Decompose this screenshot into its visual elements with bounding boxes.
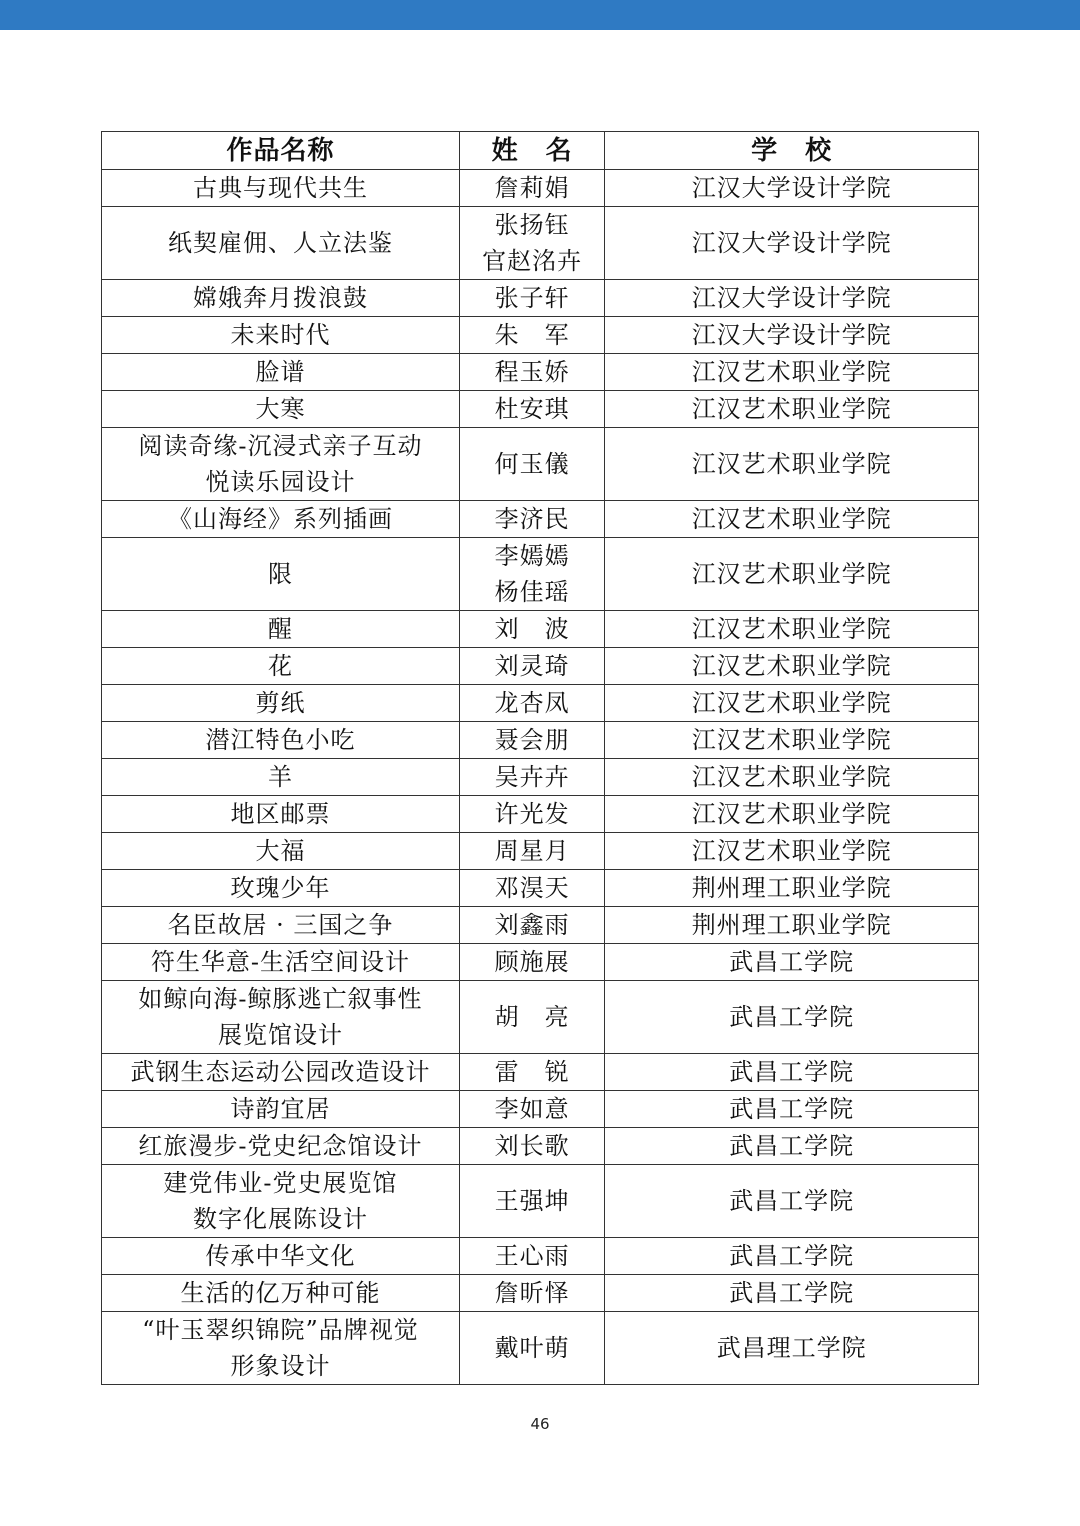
work-title-cell (102, 317, 460, 354)
work-title-cell-line: 《山海经》系列插画 (167, 505, 393, 533)
work-title-cell-line: 红旅漫步-党史纪念馆设计 (138, 1132, 423, 1160)
school-cell: 江汉艺术职业学院 (605, 354, 979, 391)
school-cell: 武昌工学院 (605, 1238, 979, 1275)
work-title-cell (102, 354, 460, 391)
author-name-cell (459, 722, 604, 759)
author-name-cell-line: 官赵洺卉 (482, 247, 583, 275)
author-name-cell-line: 王强坤 (494, 1187, 570, 1215)
school-cell: 武昌理工学院 (605, 1312, 979, 1385)
author-name-cell (459, 1238, 604, 1275)
table-row (102, 722, 979, 759)
work-title-cell (102, 1165, 460, 1238)
work-title-cell (102, 428, 460, 501)
table-row (102, 1091, 979, 1128)
work-title-cell-line: 羊 (267, 763, 293, 791)
work-title-cell-line: 数字化展陈设计 (192, 1205, 368, 1233)
work-title-cell-line: 花 (267, 652, 293, 680)
school-cell: 武昌工学院 (605, 981, 979, 1054)
school-cell: 武昌工学院 (605, 944, 979, 981)
work-title-cell (102, 391, 460, 428)
author-name-cell-line: 刘灵琦 (494, 652, 570, 680)
table-row (102, 280, 979, 317)
work-title-cell (102, 1054, 460, 1091)
table-row (102, 833, 979, 870)
work-title-cell (102, 501, 460, 538)
author-name-cell (459, 317, 604, 354)
author-name-cell-line: 刘长歌 (494, 1132, 570, 1160)
author-name-cell (459, 538, 604, 611)
author-name-cell-line: 程玉娇 (494, 358, 570, 386)
table-body (102, 170, 979, 1385)
author-name-cell-line: 聂会朋 (494, 726, 570, 754)
table-row (102, 944, 979, 981)
work-title-cell-line: 诗韵宜居 (230, 1095, 331, 1123)
author-name-cell (459, 685, 604, 722)
school-cell: 武昌工学院 (605, 1165, 979, 1238)
author-name-cell-line: 吴卉卉 (494, 763, 570, 791)
work-title-cell-line: 符生华意-生活空间设计 (150, 948, 410, 976)
work-title-cell-line: 嫦娥奔月拨浪鼓 (192, 284, 368, 312)
table-row (102, 611, 979, 648)
table-row (102, 1312, 979, 1385)
author-name-cell (459, 1165, 604, 1238)
work-title-cell (102, 207, 460, 280)
author-name-cell-line: 胡 亮 (494, 1003, 570, 1031)
work-title-cell (102, 944, 460, 981)
table-row (102, 981, 979, 1054)
author-name-cell (459, 1054, 604, 1091)
header-bar (0, 0, 1080, 30)
work-title-cell (102, 759, 460, 796)
author-name-cell (459, 207, 604, 280)
table-row (102, 1165, 979, 1238)
author-name-cell (459, 1275, 604, 1312)
work-title-cell-line: 地区邮票 (230, 800, 331, 828)
school-cell: 江汉艺术职业学院 (605, 428, 979, 501)
table-row (102, 317, 979, 354)
work-title-cell-line: 大寒 (255, 395, 306, 423)
table-row (102, 648, 979, 685)
table-row (102, 391, 979, 428)
work-title-cell (102, 1128, 460, 1165)
author-name-cell-line: 李济民 (494, 505, 570, 533)
author-name-cell (459, 907, 604, 944)
author-name-cell-line: 许光发 (494, 800, 570, 828)
work-title-cell-line: 名臣故居 · 三国之争 (167, 911, 394, 939)
work-title-cell-line: 如鲸向海-鲸豚逃亡叙事性 (138, 985, 423, 1013)
work-title-cell-line: 剪纸 (255, 689, 306, 717)
table-row (102, 685, 979, 722)
author-name-cell-line: 雷 锐 (494, 1058, 570, 1086)
table-row (102, 170, 979, 207)
author-name-cell (459, 944, 604, 981)
school-cell: 江汉大学设计学院 (605, 170, 979, 207)
table-row (102, 1054, 979, 1091)
school-cell: 江汉艺术职业学院 (605, 501, 979, 538)
work-title-cell-line: 限 (267, 560, 293, 588)
work-title-cell (102, 722, 460, 759)
author-name-cell-line: 顾施展 (494, 948, 570, 976)
work-title-cell-line: 脸谱 (255, 358, 306, 386)
author-name-cell-line: 何玉儀 (494, 450, 570, 478)
table-row (102, 538, 979, 611)
table-row (102, 354, 979, 391)
work-title-cell-line: 武钢生态运动公园改造设计 (130, 1058, 431, 1086)
author-name-cell (459, 981, 604, 1054)
author-name-cell-line: 杜安琪 (494, 395, 570, 423)
author-name-cell (459, 280, 604, 317)
school-cell: 江汉艺术职业学院 (605, 759, 979, 796)
author-name-cell (459, 611, 604, 648)
author-name-cell (459, 1091, 604, 1128)
author-name-cell-line: 龙杏凤 (494, 689, 570, 717)
work-title-cell-line: 悦读乐园设计 (205, 468, 356, 496)
author-name-cell (459, 796, 604, 833)
school-cell: 武昌工学院 (605, 1054, 979, 1091)
work-title-cell-line: 未来时代 (230, 321, 331, 349)
author-name-cell (459, 1128, 604, 1165)
table-row (102, 907, 979, 944)
work-title-cell-line: 潜江特色小吃 (205, 726, 356, 754)
work-title-cell (102, 870, 460, 907)
school-cell: 江汉艺术职业学院 (605, 391, 979, 428)
table-row (102, 1238, 979, 1275)
work-title-cell (102, 538, 460, 611)
author-name-cell (459, 759, 604, 796)
school-cell: 江汉大学设计学院 (605, 280, 979, 317)
author-name-cell (459, 391, 604, 428)
column-header-title: 作品名称 (102, 132, 460, 170)
author-name-cell-line: 张子轩 (494, 284, 570, 312)
work-title-cell-line: 传承中华文化 (205, 1242, 356, 1270)
author-name-cell-line: 刘鑫雨 (494, 911, 570, 939)
author-name-cell-line: 张扬钰 (494, 211, 570, 239)
work-title-cell-line: 醒 (267, 615, 293, 643)
work-title-cell-line: 阅读奇缘-沉浸式亲子互动 (138, 432, 423, 460)
author-name-cell-line: 李嫣嫣 (494, 542, 570, 570)
table-row (102, 759, 979, 796)
table-header-row (102, 132, 979, 170)
work-title-cell-line: 古典与现代共生 (192, 174, 368, 202)
work-title-cell-line: 大福 (255, 837, 306, 865)
author-name-cell (459, 428, 604, 501)
table-row (102, 796, 979, 833)
author-name-cell (459, 501, 604, 538)
work-title-cell (102, 280, 460, 317)
awards-table (101, 131, 979, 1385)
author-name-cell-line: 李如意 (494, 1095, 570, 1123)
work-title-cell (102, 611, 460, 648)
school-cell: 荆州理工职业学院 (605, 870, 979, 907)
school-cell: 江汉艺术职业学院 (605, 648, 979, 685)
table-row (102, 870, 979, 907)
school-cell: 荆州理工职业学院 (605, 907, 979, 944)
table-row (102, 1275, 979, 1312)
work-title-cell-line: 建党伟业-党史展览馆 (163, 1169, 398, 1197)
school-cell: 江汉艺术职业学院 (605, 685, 979, 722)
work-title-cell (102, 907, 460, 944)
author-name-cell (459, 170, 604, 207)
work-title-cell (102, 1091, 460, 1128)
author-name-cell-line: 朱 军 (494, 321, 570, 349)
work-title-cell (102, 1275, 460, 1312)
school-cell: 武昌工学院 (605, 1128, 979, 1165)
author-name-cell-line: 刘 波 (494, 615, 570, 643)
work-title-cell (102, 833, 460, 870)
work-title-cell (102, 1238, 460, 1275)
table-row (102, 501, 979, 538)
table-row (102, 1128, 979, 1165)
school-cell: 江汉艺术职业学院 (605, 538, 979, 611)
author-name-cell-line: 杨佳瑶 (494, 578, 570, 606)
author-name-cell (459, 1312, 604, 1385)
work-title-cell-line: 生活的亿万种可能 (180, 1279, 381, 1307)
work-title-cell-line: 纸契雇佣、人立法鉴 (167, 229, 393, 257)
author-name-cell (459, 648, 604, 685)
work-title-cell-line: “叶玉翠织锦院”品牌视觉 (142, 1316, 419, 1344)
work-title-cell-line: 展览馆设计 (217, 1021, 343, 1049)
work-title-cell (102, 1312, 460, 1385)
author-name-cell-line: 詹昕怿 (494, 1279, 570, 1307)
school-cell: 江汉艺术职业学院 (605, 796, 979, 833)
table-row (102, 428, 979, 501)
school-cell: 江汉大学设计学院 (605, 317, 979, 354)
author-name-cell (459, 354, 604, 391)
school-cell: 武昌工学院 (605, 1091, 979, 1128)
school-cell: 江汉艺术职业学院 (605, 722, 979, 759)
school-cell: 武昌工学院 (605, 1275, 979, 1312)
author-name-cell-line: 邓淏天 (494, 874, 570, 902)
table-row (102, 207, 979, 280)
page-number: 46 (530, 1415, 550, 1433)
school-cell: 江汉艺术职业学院 (605, 833, 979, 870)
author-name-cell-line: 王心雨 (494, 1242, 570, 1270)
work-title-cell (102, 981, 460, 1054)
work-title-cell-line: 形象设计 (230, 1352, 331, 1380)
work-title-cell (102, 648, 460, 685)
work-title-cell-line: 玫瑰少年 (230, 874, 331, 902)
work-title-cell (102, 170, 460, 207)
school-cell: 江汉艺术职业学院 (605, 611, 979, 648)
author-name-cell-line: 周星月 (494, 837, 570, 865)
work-title-cell (102, 685, 460, 722)
author-name-cell (459, 833, 604, 870)
column-header-name: 姓 名 (459, 132, 604, 170)
school-cell: 江汉大学设计学院 (605, 207, 979, 280)
work-title-cell (102, 796, 460, 833)
author-name-cell-line: 戴叶萌 (494, 1334, 570, 1362)
column-header-school: 学 校 (605, 132, 979, 170)
author-name-cell (459, 870, 604, 907)
author-name-cell-line: 詹莉娟 (494, 174, 570, 202)
